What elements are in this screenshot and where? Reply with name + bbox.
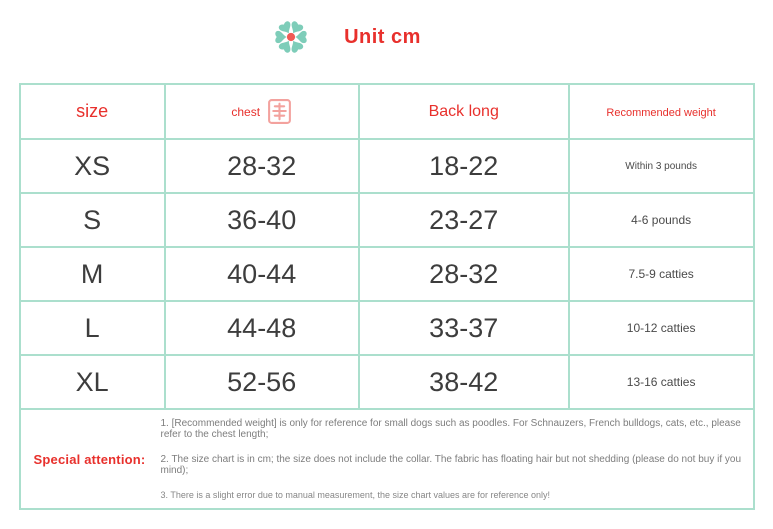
page-header [0,0,773,62]
back-long-cell: 18-22 [359,139,569,193]
girth-character-icon [267,98,292,125]
column-header-back-long [359,85,569,139]
chest-cell: 36-40 [165,193,359,247]
chest-cell: 44-48 [165,301,359,355]
size-cell: M [21,247,165,301]
column-header-recommended-weight [569,85,753,139]
size-cell: XL [21,355,165,409]
size-chart-box [19,83,755,510]
table-row [21,355,753,409]
back-long-header-label: Back long [428,102,499,120]
page-title: Unit cm [344,25,421,48]
note-item: 3. There is a slight error due to manual measurement, the size chart values are for reference only! [160,489,551,500]
back-long-cell: 23-27 [359,193,569,247]
size-cell: L [21,301,165,355]
chest-cell: 52-56 [165,355,359,409]
column-header-chest [165,85,359,139]
chest-header-label: chest [231,104,261,119]
column-header-size [21,85,165,139]
note-item: 2. The size chart is in cm; the size does not include the collar. The fabric has floating hair but not shedding (please do not buy if you mind); [160,453,742,477]
notes-list [159,410,753,508]
table-row [21,193,753,247]
note-item: 1. [Recommended weight] is only for reference for small dogs such as poodles. For Schnauzers, French bulldogs, cats, etc., please refer to the chest length; [160,417,741,441]
table-row [21,247,753,301]
weight-cell: 7.5-9 catties [569,247,753,301]
weight-cell: Within 3 pounds [569,139,753,193]
size-table [21,85,753,410]
recommended-weight-header-label: Recommended weight [606,106,716,119]
chest-cell: 40-44 [165,247,359,301]
weight-cell: 10-12 catties [569,301,753,355]
size-cell: XS [21,139,165,193]
table-header-row [21,85,753,139]
table-row [21,301,753,355]
size-cell: S [21,193,165,247]
back-long-cell: 33-37 [359,301,569,355]
back-long-cell: 38-42 [359,355,569,409]
back-long-cell: 28-32 [359,247,569,301]
chest-cell: 28-32 [165,139,359,193]
table-row [21,139,753,193]
flower-icon [272,18,310,56]
weight-cell: 13-16 catties [569,355,753,409]
special-attention-section [21,410,753,508]
size-header-label: size [76,101,109,121]
weight-cell: 4-6 pounds [569,193,753,247]
special-attention-label: Special attention: [33,451,146,467]
